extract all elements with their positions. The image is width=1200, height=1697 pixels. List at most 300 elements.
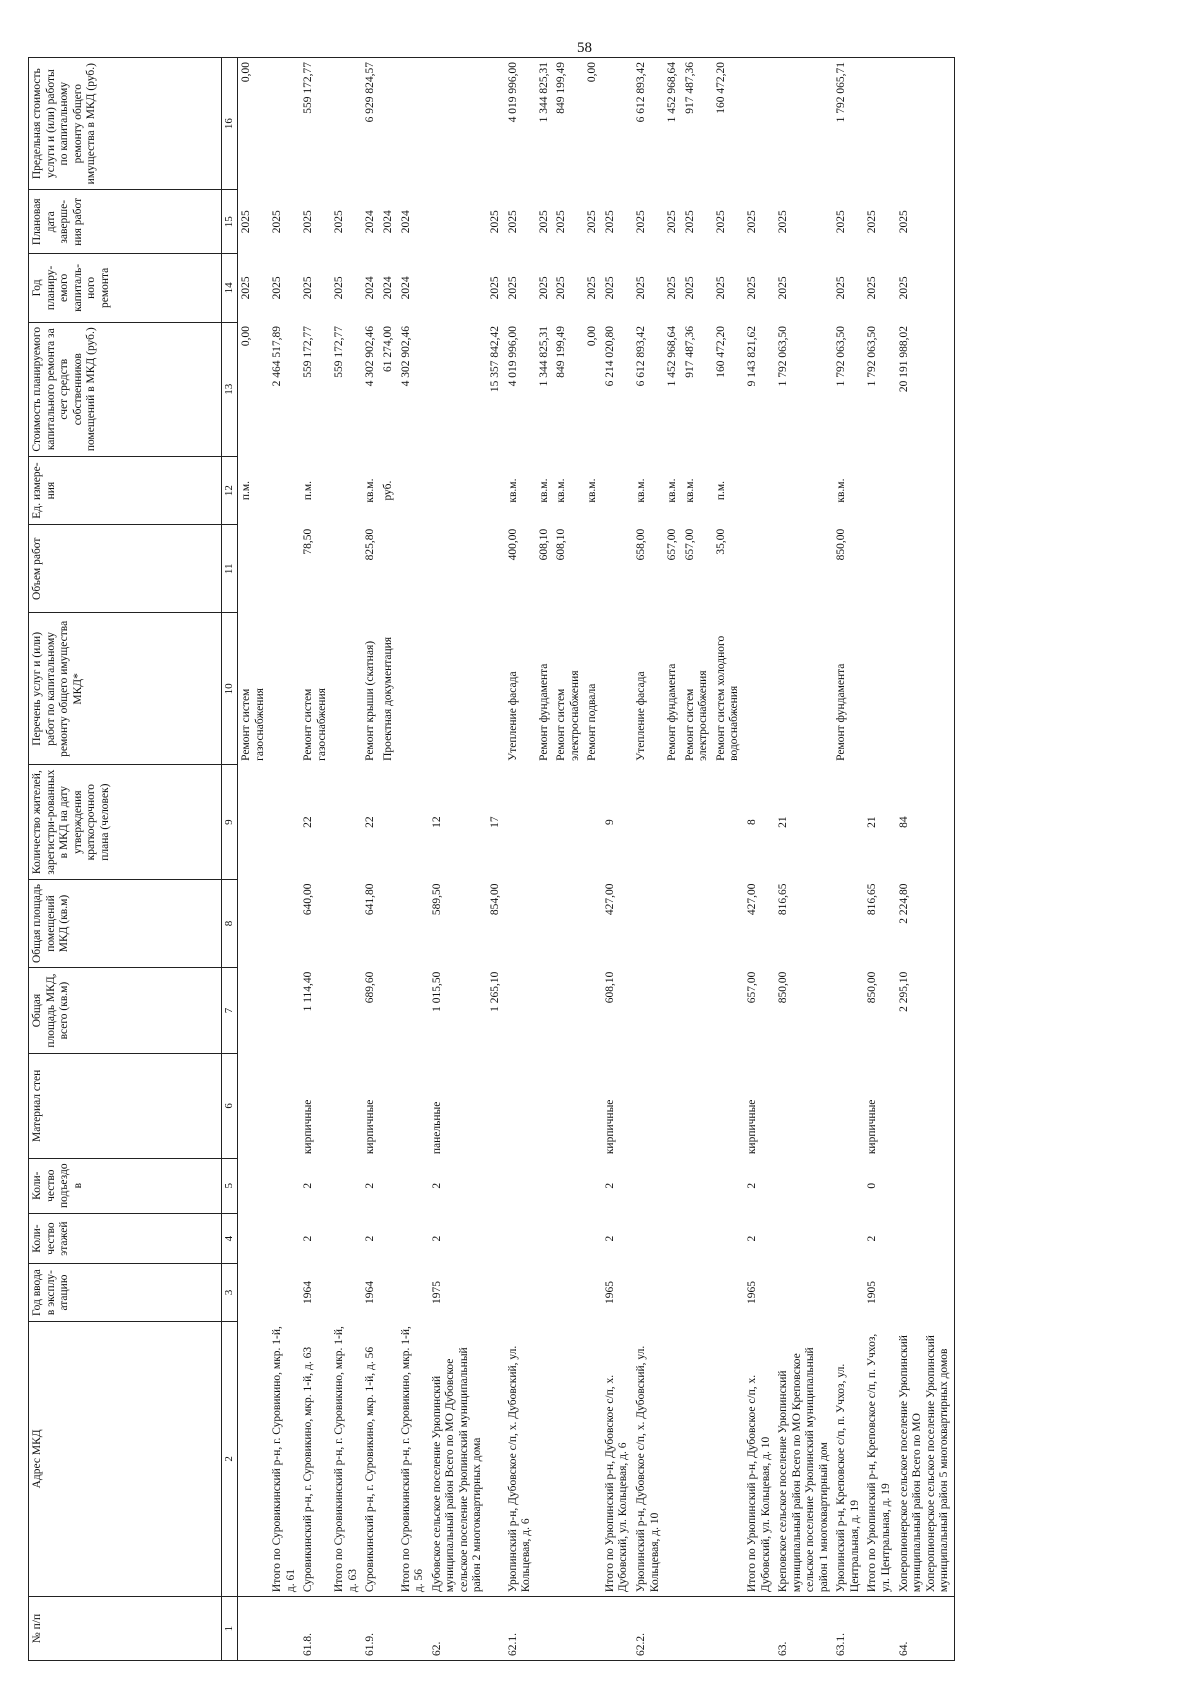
cell-col-8 [584,879,602,967]
cell-col-14: 2025 [714,276,727,300]
cell-col-11 [864,525,895,613]
cell-col-1 [553,1597,584,1661]
cell-col-9: 17 [488,816,501,828]
cell-col-3: 1964 [302,1281,315,1305]
column-header-5: Коли-чество подъездо в [29,1158,222,1213]
table-row [682,58,713,1661]
cell-col-8 [682,879,713,967]
cell-col-2: Суровикинский р-н, г. Суровикино, мкр. 1-й, д. 63 [302,1346,315,1593]
cell-col-10: Ремонт фундамента [537,663,550,761]
cell-col-4 [536,1213,554,1264]
cell-col-5 [237,1158,269,1213]
cell-col-13: 1 792 063,50 [835,326,848,387]
capital-repair-table [28,57,955,1661]
cell-col-2: Итого по Урюпинский р-н, Дубовское с/п, х. Дубовский, ул. Кольцевая, д. 10 [745,1374,772,1593]
cell-col-14: 2025 [537,276,550,300]
table-row [775,58,833,1661]
cell-col-9: 8 [745,819,758,826]
cell-col-7 [682,968,713,1054]
cell-col-9 [553,765,584,880]
cell-col-1 [713,1597,744,1661]
cell-col-15: 2025 [537,210,550,234]
cell-col-6 [682,1054,713,1159]
cell-col-2: Дубовское сельское поселение Урюпинский муниципальный район Всего по МО Дубовское сельское поселение Урюпинский муниципальный район 2 многоквартирных дома [430,1347,484,1593]
cell-col-4 [896,1213,955,1264]
cell-col-12 [896,456,955,524]
cell-col-15: 2025 [683,210,696,234]
cell-col-1: 64. [896,1597,955,1661]
cell-col-3 [833,1264,864,1321]
cell-col-10: Проектная документация [382,636,395,761]
cell-col-5 [682,1158,713,1213]
table-row [896,58,955,1661]
cell-col-7 [536,968,554,1054]
cell-col-7 [269,968,300,1054]
cell-col-4 [664,1213,682,1264]
cell-col-5 [398,1158,429,1213]
cell-col-10: Ремонт крыши (скатная) [364,640,377,761]
cell-col-1 [237,1597,269,1661]
cell-col-16: 6 612 893,42 [635,62,648,123]
cell-col-10 [744,613,775,765]
cell-col-3 [331,1264,362,1321]
cell-col-14: 2024 [364,276,377,300]
cell-col-5 [633,1158,664,1213]
table-row [505,58,536,1661]
cell-col-12: кв.м. [537,478,550,503]
cell-col-9: 84 [897,816,910,828]
cell-col-11: 608,10 [555,528,568,561]
column-header-13: Стоимость планируемого капитального ремонта за счет средств собственников помещений в МКД (руб.) [29,322,222,456]
cell-col-7 [664,968,682,1054]
column-number-13: 13 [222,322,238,456]
cell-col-3 [896,1264,955,1321]
cell-col-9 [237,765,269,880]
cell-col-11 [896,525,955,613]
cell-col-7 [237,968,269,1054]
cell-col-4 [269,1213,300,1264]
cell-col-14: 2024 [399,276,412,300]
cell-col-12 [269,456,300,524]
cell-col-10: Утепление фасада [635,671,648,761]
cell-col-7 [398,968,429,1054]
cell-col-8 [553,879,584,967]
cell-col-14 [429,254,487,322]
cell-col-8 [237,879,269,967]
cell-col-2 [553,1321,584,1596]
cell-col-15: 2025 [488,210,501,234]
cell-col-7 [833,968,864,1054]
cell-col-4 [398,1213,429,1264]
cell-col-4 [505,1213,536,1264]
cell-col-11: 78,50 [302,528,315,555]
cell-col-15: 2025 [555,210,568,234]
cell-col-4: 2 [430,1235,443,1242]
cell-col-3 [553,1264,584,1321]
cell-col-12 [487,456,505,524]
table-row [331,58,362,1661]
cell-col-1 [269,1597,300,1661]
cell-col-15: 2025 [777,210,790,234]
cell-col-16: 849 199,49 [555,62,568,114]
cell-col-3 [682,1264,713,1321]
table-row [633,58,664,1661]
cell-col-5 [331,1158,362,1213]
cell-col-4: 2 [745,1235,758,1242]
cell-col-12 [398,456,429,524]
cell-col-13: 559 172,77 [302,326,315,378]
page-number: 58 [577,40,592,56]
cell-col-6 [584,1054,602,1159]
cell-col-16 [331,58,362,190]
cell-col-12: кв.м. [364,478,377,503]
table-row [380,58,398,1661]
cell-col-11 [331,525,362,613]
column-header-10: Перечень услуг и (или) работ по капитальному ремонту общего имущества МКД* [29,613,222,765]
cell-col-7 [380,968,398,1054]
cell-col-10: Ремонт подвала [586,683,599,761]
cell-col-11: 35,00 [714,528,727,555]
cell-col-12: руб. [382,480,395,501]
table-row [362,58,380,1661]
cell-col-15: 2025 [666,210,679,234]
cell-col-7: 1 265,10 [488,971,501,1012]
cell-col-14: 2025 [333,276,346,300]
cell-col-4 [237,1213,269,1264]
cell-col-2 [713,1321,744,1596]
cell-col-14: 2025 [683,276,696,300]
cell-col-5 [269,1158,300,1213]
cell-col-1 [331,1597,362,1661]
cell-col-11 [602,525,633,613]
cell-col-11 [398,525,429,613]
cell-col-12: кв.м. [586,478,599,503]
cell-col-12: кв.м. [666,478,679,503]
cell-col-16: 4 019 996,00 [506,62,519,123]
cell-col-6: кирпичные [302,1099,315,1155]
cell-col-16: 6 929 824,57 [364,62,377,123]
cell-col-5: 2 [302,1182,315,1189]
cell-col-13: 20 191 988,02 [897,326,910,393]
cell-col-8: 427,00 [745,883,758,916]
cell-col-1 [682,1597,713,1661]
cell-col-14: 2025 [897,276,910,300]
column-header-9: Количество жителей, зарегистри-рованных в МКД на дату утверждения краткосрочного плана (человек) [29,765,222,880]
cell-col-1 [380,1597,398,1661]
cell-col-9 [505,765,536,880]
cell-col-1 [584,1597,602,1661]
cell-col-7: 2 295,10 [897,971,910,1012]
column-number-16: 16 [222,58,238,190]
cell-col-4: 2 [603,1235,616,1242]
cell-col-7: 657,00 [745,971,758,1004]
cell-col-3 [487,1264,505,1321]
cell-col-11: 608,10 [537,528,550,561]
cell-col-15: 2024 [399,210,412,234]
cell-col-5: 2 [603,1182,616,1189]
cell-col-13: 1 792 063,50 [866,326,879,387]
column-header-8: Общая площадь помещений МКД (кв.м) [29,879,222,967]
cell-col-3 [505,1264,536,1321]
table-row [664,58,682,1661]
cell-col-7: 850,00 [777,971,790,1004]
cell-col-3 [380,1264,398,1321]
column-number-3: 3 [222,1264,238,1321]
cell-col-11 [775,525,833,613]
cell-col-13: 1 792 063,50 [777,326,790,387]
cell-col-8 [398,879,429,967]
cell-col-6 [664,1054,682,1159]
cell-col-3 [775,1264,833,1321]
column-header-1: № п/п [29,1597,222,1661]
cell-col-1: 62.2. [633,1597,664,1661]
cell-col-2 [237,1321,269,1596]
column-number-11: 11 [222,525,238,613]
cell-col-3: 1965 [603,1281,616,1305]
cell-col-6 [896,1054,955,1159]
cell-col-12: п.м. [714,480,727,501]
cell-col-9 [584,765,602,880]
cell-col-11: 825,80 [364,528,377,561]
cell-col-1: 62. [429,1597,487,1661]
cell-col-15: 2025 [866,210,879,234]
cell-col-14: 2025 [603,276,616,300]
cell-col-14: 2024 [382,276,395,300]
cell-col-13: 6 214 020,80 [603,326,616,387]
cell-col-3 [584,1264,602,1321]
cell-col-3 [713,1264,744,1321]
cell-col-2: Итого по Суровикинский р-н, г. Суровикино, мкр. 1-й, д. 63 [333,1326,359,1593]
cell-col-7 [584,968,602,1054]
column-header-16: Предельная стоимость услуги и (или) работы по капитальному ремонту общего имущества в МКД (руб.) [29,58,222,190]
column-number-6: 6 [222,1054,238,1159]
header-row [29,58,222,1661]
column-number-9: 9 [222,765,238,880]
cell-col-5 [833,1158,864,1213]
cell-col-2: Урюпинский р-н, Дубовское с/п, х. Дубовский, ул. Кольцевая, д. 10 [635,1345,661,1593]
cell-col-8 [331,879,362,967]
cell-col-9 [682,765,713,880]
cell-col-8 [380,879,398,967]
column-number-1: 1 [222,1597,238,1661]
table-row [536,58,554,1661]
column-header-11: Объем работ [29,525,222,613]
cell-col-10 [775,613,833,765]
cell-col-1 [664,1597,682,1661]
cell-col-4: 2 [866,1235,879,1242]
cell-col-8: 640,00 [302,883,315,916]
cell-col-16 [744,58,775,190]
cell-col-16 [487,58,505,190]
cell-col-9 [331,765,362,880]
cell-col-10 [602,613,633,765]
cell-col-8: 816,65 [777,883,790,916]
table-row [487,58,505,1661]
column-number-7: 7 [222,968,238,1054]
cell-col-13: 4 019 996,00 [506,326,519,387]
table-row [864,58,895,1661]
column-header-14: Год планиру-емого капиталь-ного ремонта [29,254,222,322]
cell-col-1 [487,1597,505,1661]
cell-col-3 [237,1264,269,1321]
cell-col-7: 689,60 [364,971,377,1004]
cell-col-16 [775,58,833,190]
cell-col-2: Урюпинский р-н, Дубовское с/п, х. Дубовский, ул. Кольцевая, д. 6 [506,1345,533,1593]
cell-col-11 [237,525,269,613]
cell-col-3 [633,1264,664,1321]
table-row [833,58,864,1661]
cell-col-6 [536,1054,554,1159]
cell-col-16 [429,58,487,190]
cell-col-6 [331,1054,362,1159]
cell-col-6 [633,1054,664,1159]
cell-col-12: кв.м. [835,478,848,503]
cell-col-1: 62.1. [505,1597,536,1661]
cell-col-3: 1964 [364,1281,377,1305]
cell-col-12: кв.м. [683,478,696,503]
cell-col-6 [487,1054,505,1159]
cell-col-9 [269,765,300,880]
cell-col-16: 1 452 968,64 [666,62,679,123]
cell-col-15: 2024 [364,210,377,234]
cell-col-14: 2025 [506,276,519,300]
cell-col-3 [664,1264,682,1321]
cell-col-6 [553,1054,584,1159]
cell-col-2 [682,1321,713,1596]
cell-col-9 [633,765,664,880]
cell-col-11 [487,525,505,613]
cell-col-8 [664,879,682,967]
cell-col-5: 2 [364,1182,377,1189]
cell-col-14: 2025 [302,276,315,300]
cell-col-12: п.м. [302,480,315,501]
cell-col-1: 63.1. [833,1597,864,1661]
cell-col-10 [429,613,487,765]
cell-col-2: Итого по Урюпинский р-н, Креповское с/п, п. Учхоз, ул. Центральная, д. 19 [866,1333,893,1593]
document-body [28,57,955,1661]
table-row [744,58,775,1661]
cell-col-10 [864,613,895,765]
table-row [398,58,429,1661]
cell-col-16: 1 792 065,71 [835,62,848,123]
cell-col-6: кирпичные [364,1099,377,1155]
cell-col-14: 2025 [745,276,758,300]
cell-col-11 [380,525,398,613]
cell-col-5 [380,1158,398,1213]
cell-col-9 [380,765,398,880]
cell-col-14: 2025 [271,276,284,300]
cell-col-4: 2 [302,1235,315,1242]
cell-col-3: 1905 [866,1281,879,1305]
cell-col-8 [833,879,864,967]
cell-col-7 [553,968,584,1054]
cell-col-14: 2025 [666,276,679,300]
cell-col-15: 2025 [586,210,599,234]
cell-col-1 [536,1597,554,1661]
cell-col-13: 15 357 842,42 [488,326,501,393]
cell-col-14: 2025 [777,276,790,300]
cell-col-5 [713,1158,744,1213]
cell-col-15: 2025 [897,210,910,234]
cell-col-8: 2 224,80 [897,883,910,924]
cell-col-5 [664,1158,682,1213]
cell-col-12: кв.м. [506,478,519,503]
cell-col-2 [380,1321,398,1596]
cell-col-10: Ремонт фундамента [835,663,848,761]
cell-col-5 [584,1158,602,1213]
cell-col-7 [505,968,536,1054]
cell-col-2 [487,1321,505,1596]
cell-col-11: 400,00 [506,528,519,561]
column-header-7: Общая площадь МКД, всего (кв.м) [29,968,222,1054]
cell-col-2: Креповское сельское поселение Урюпинский муниципальный район Всего по МО Креповское сельское поселение Урюпинский муниципальный район 1 многоквартирный дом [777,1347,830,1593]
cell-col-3 [269,1264,300,1321]
cell-col-15: 2025 [835,210,848,234]
cell-col-9 [833,765,864,880]
cell-col-11 [429,525,487,613]
cell-col-13: 917 487,36 [683,326,696,378]
cell-col-10 [269,613,300,765]
cell-col-10: Ремонт систем электроснабжения [555,670,581,761]
column-number-2: 2 [222,1321,238,1596]
cell-col-16 [864,58,895,190]
cell-col-6: кирпичные [603,1099,616,1155]
cell-col-10: Ремонт систем газоснабжения [239,688,266,761]
cell-col-9: 9 [603,819,616,826]
table-row [584,58,602,1661]
cell-col-7: 608,10 [603,971,616,1004]
cell-col-14: 2025 [555,276,568,300]
column-header-2: Адрес МКД [29,1321,222,1596]
column-number-10: 10 [222,613,238,765]
cell-col-6 [833,1054,864,1159]
column-number-row [222,58,238,1661]
cell-col-14: 2025 [866,276,879,300]
cell-col-14: 2025 [635,276,648,300]
column-header-15: Плановая дата заверше-ния работ [29,190,222,254]
cell-col-4: 2 [364,1235,377,1242]
cell-col-2 [536,1321,554,1596]
column-number-15: 15 [222,190,238,254]
cell-col-15: 2024 [382,210,395,234]
cell-col-10: Ремонт систем холодного водоснабжения [714,635,741,761]
cell-col-13: 160 472,20 [714,326,727,378]
cell-col-11 [744,525,775,613]
cell-col-15: 2025 [271,210,284,234]
table-row [269,58,300,1661]
cell-col-12 [331,456,362,524]
cell-col-9: 22 [364,816,377,828]
cell-col-1 [398,1597,429,1661]
cell-col-5 [487,1158,505,1213]
cell-col-15: 2025 [302,210,315,234]
cell-col-4 [833,1213,864,1264]
cell-col-13 [429,322,487,456]
cell-col-8: 854,00 [488,883,501,916]
cell-col-13: 849 199,49 [555,326,568,378]
cell-col-8 [633,879,664,967]
cell-col-4 [553,1213,584,1264]
cell-col-12 [429,456,487,524]
cell-col-5: 2 [745,1182,758,1189]
cell-col-14: 2025 [239,276,252,300]
cell-col-12: п.м. [239,480,252,501]
cell-col-11 [269,525,300,613]
cell-col-4 [584,1213,602,1264]
cell-col-1 [864,1597,895,1661]
cell-col-3: 1965 [745,1281,758,1305]
cell-col-9: 12 [430,816,443,828]
